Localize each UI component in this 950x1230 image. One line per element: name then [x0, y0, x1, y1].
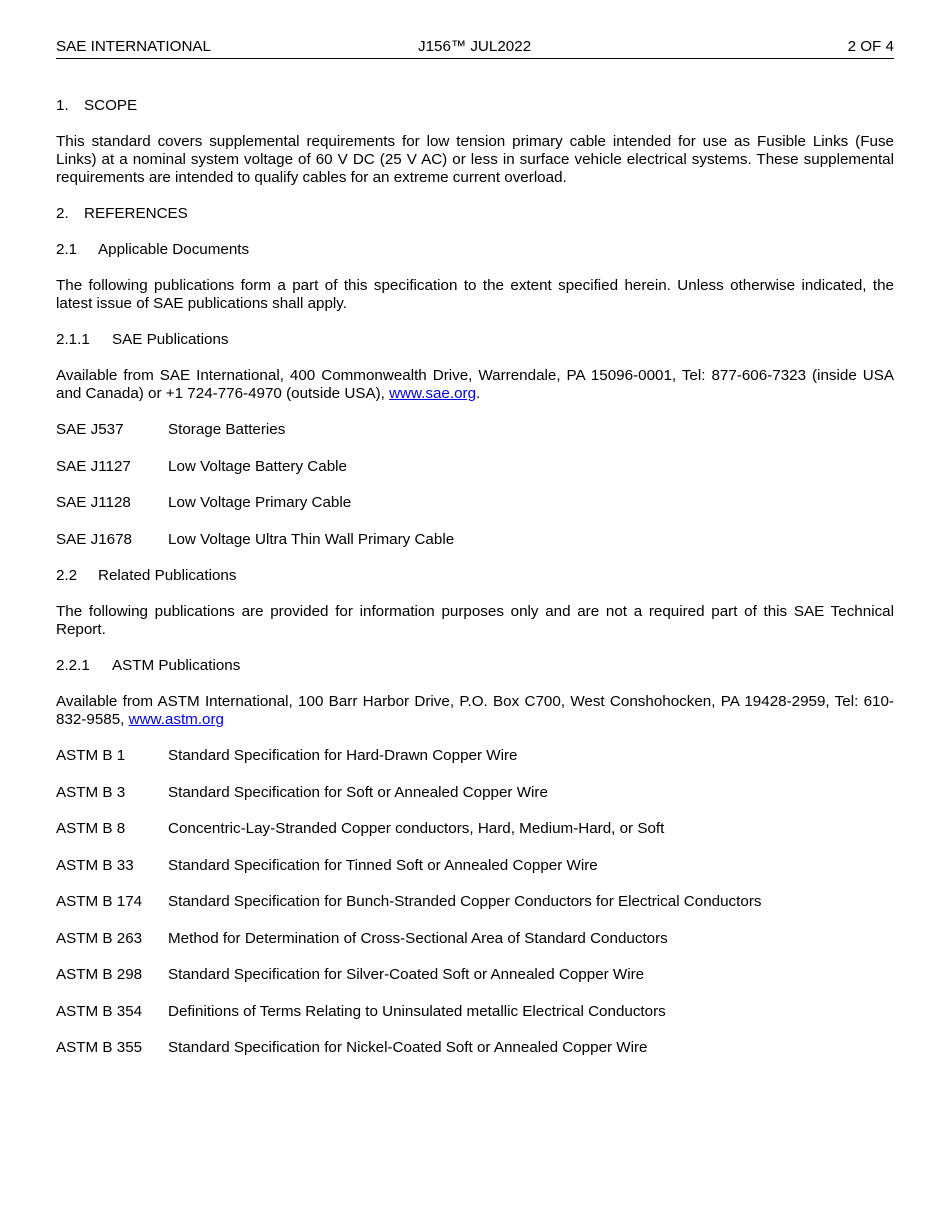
- section-references-heading: [56, 205, 894, 223]
- astm-availability-paragraph: Available from ASTM International, 100 Barr Harbor Drive, P.O. Box C700, West Conshohocken, PA 19428-2959, Tel: 610-832-9585, www.astm.org: [56, 693, 894, 728]
- reference-item: [56, 747, 894, 765]
- section-astm-publications-heading: [56, 657, 894, 675]
- reference-title: Concentric-Lay-Stranded Copper conductors, Hard, Medium-Hard, or Soft: [168, 820, 665, 837]
- reference-code: SAE J1128: [56, 494, 131, 511]
- reference-title: Definitions of Terms Relating to Uninsulated metallic Electrical Conductors: [168, 1002, 666, 1020]
- reference-code: ASTM B 33: [56, 856, 134, 874]
- reference-code: ASTM B 355: [56, 1039, 143, 1056]
- reference-code: ASTM B 1: [56, 747, 126, 764]
- reference-title: Standard Specification for Hard-Drawn Copper Wire: [168, 747, 518, 764]
- reference-code: SAE J537: [56, 421, 124, 438]
- section-related-publications-heading: [56, 567, 894, 585]
- scope-paragraph: This standard covers supplemental requirements for low tension primary cable intended for use as Fusible Links (Fuse Links) at a nominal system voltage of 60 V DC (25 V AC) or less in surface vehicle electrical systems. These supplemental requirements are intended to qualify cables for an extreme current overload.: [56, 133, 894, 186]
- reference-title: Standard Specification for Soft or Annealed Copper Wire: [168, 783, 548, 801]
- section-number: 2.: [56, 205, 69, 222]
- reference-item: [56, 1003, 894, 1021]
- related-publications-paragraph: The following publications are provided for information purposes only and are not a required part of this SAE Technical Report.: [56, 603, 894, 638]
- header-page-number: 2 OF 4: [847, 38, 894, 55]
- reference-title: Standard Specification for Tinned Soft or Annealed Copper Wire: [168, 856, 598, 874]
- reference-title: Storage Batteries: [168, 421, 286, 438]
- section-title: Applicable Documents: [98, 241, 250, 258]
- reference-item: [56, 930, 894, 948]
- reference-code: ASTM B 8: [56, 820, 126, 837]
- reference-item: [56, 531, 894, 549]
- section-title: REFERENCES: [84, 205, 188, 222]
- reference-code: ASTM B 174: [56, 893, 143, 910]
- reference-item: [56, 421, 894, 439]
- header-organization: SAE INTERNATIONAL: [56, 38, 211, 55]
- reference-item: [56, 494, 894, 512]
- section-sae-publications-heading: [56, 331, 894, 349]
- section-applicable-documents-heading: [56, 241, 894, 259]
- reference-item: [56, 784, 894, 802]
- reference-code: SAE J1127: [56, 457, 131, 475]
- reference-item: [56, 966, 894, 984]
- reference-title: Standard Specification for Silver-Coated Soft or Annealed Copper Wire: [168, 966, 645, 983]
- document-body: [56, 97, 894, 1076]
- reference-title: Standard Specification for Bunch-Stranded Copper Conductors for Electrical Conductors: [168, 893, 762, 910]
- reference-item: [56, 893, 894, 911]
- sae-website-link[interactable]: www.sae.org: [389, 385, 477, 402]
- section-number: 2.2: [56, 567, 78, 584]
- section-number: 1.: [56, 97, 69, 114]
- section-title: ASTM Publications: [112, 657, 241, 674]
- reference-code: ASTM B 263: [56, 929, 143, 947]
- reference-code: ASTM B 298: [56, 966, 143, 983]
- reference-code: ASTM B 3: [56, 783, 126, 801]
- reference-title: Standard Specification for Nickel-Coated Soft or Annealed Copper Wire: [168, 1039, 648, 1056]
- astm-website-link[interactable]: www.astm.org: [128, 711, 224, 728]
- reference-item: [56, 820, 894, 838]
- applicable-documents-paragraph: The following publications form a part of this specification to the extent specified herein. Unless otherwise indicated, the latest issue of SAE publications shall apply.: [56, 277, 894, 312]
- reference-title: Low Voltage Primary Cable: [168, 494, 352, 511]
- reference-code: SAE J1678: [56, 530, 132, 548]
- page-header: [56, 38, 894, 59]
- reference-code: ASTM B 354: [56, 1002, 143, 1020]
- reference-title: Method for Determination of Cross-Sectional Area of Standard Conductors: [168, 929, 668, 947]
- section-scope-heading: [56, 97, 894, 115]
- section-title: SAE Publications: [112, 331, 229, 348]
- section-number: 2.1: [56, 241, 78, 258]
- header-document-id: J156™ JUL2022: [418, 38, 532, 55]
- section-title: Related Publications: [98, 567, 237, 584]
- sae-availability-paragraph: Available from SAE International, 400 Commonwealth Drive, Warrendale, PA 15096-0001, Tel: 877-606-7323 (inside USA and Canada) or +1 724-776-4970 (outside USA), www.sae.org.: [56, 367, 894, 402]
- section-number: 2.2.1: [56, 657, 90, 674]
- reference-item: [56, 1039, 894, 1057]
- reference-title: Low Voltage Ultra Thin Wall Primary Cable: [168, 530, 455, 548]
- section-number: 2.1.1: [56, 331, 90, 348]
- reference-item: [56, 857, 894, 875]
- reference-title: Low Voltage Battery Cable: [168, 457, 347, 475]
- section-title: SCOPE: [84, 97, 138, 114]
- reference-item: [56, 458, 894, 476]
